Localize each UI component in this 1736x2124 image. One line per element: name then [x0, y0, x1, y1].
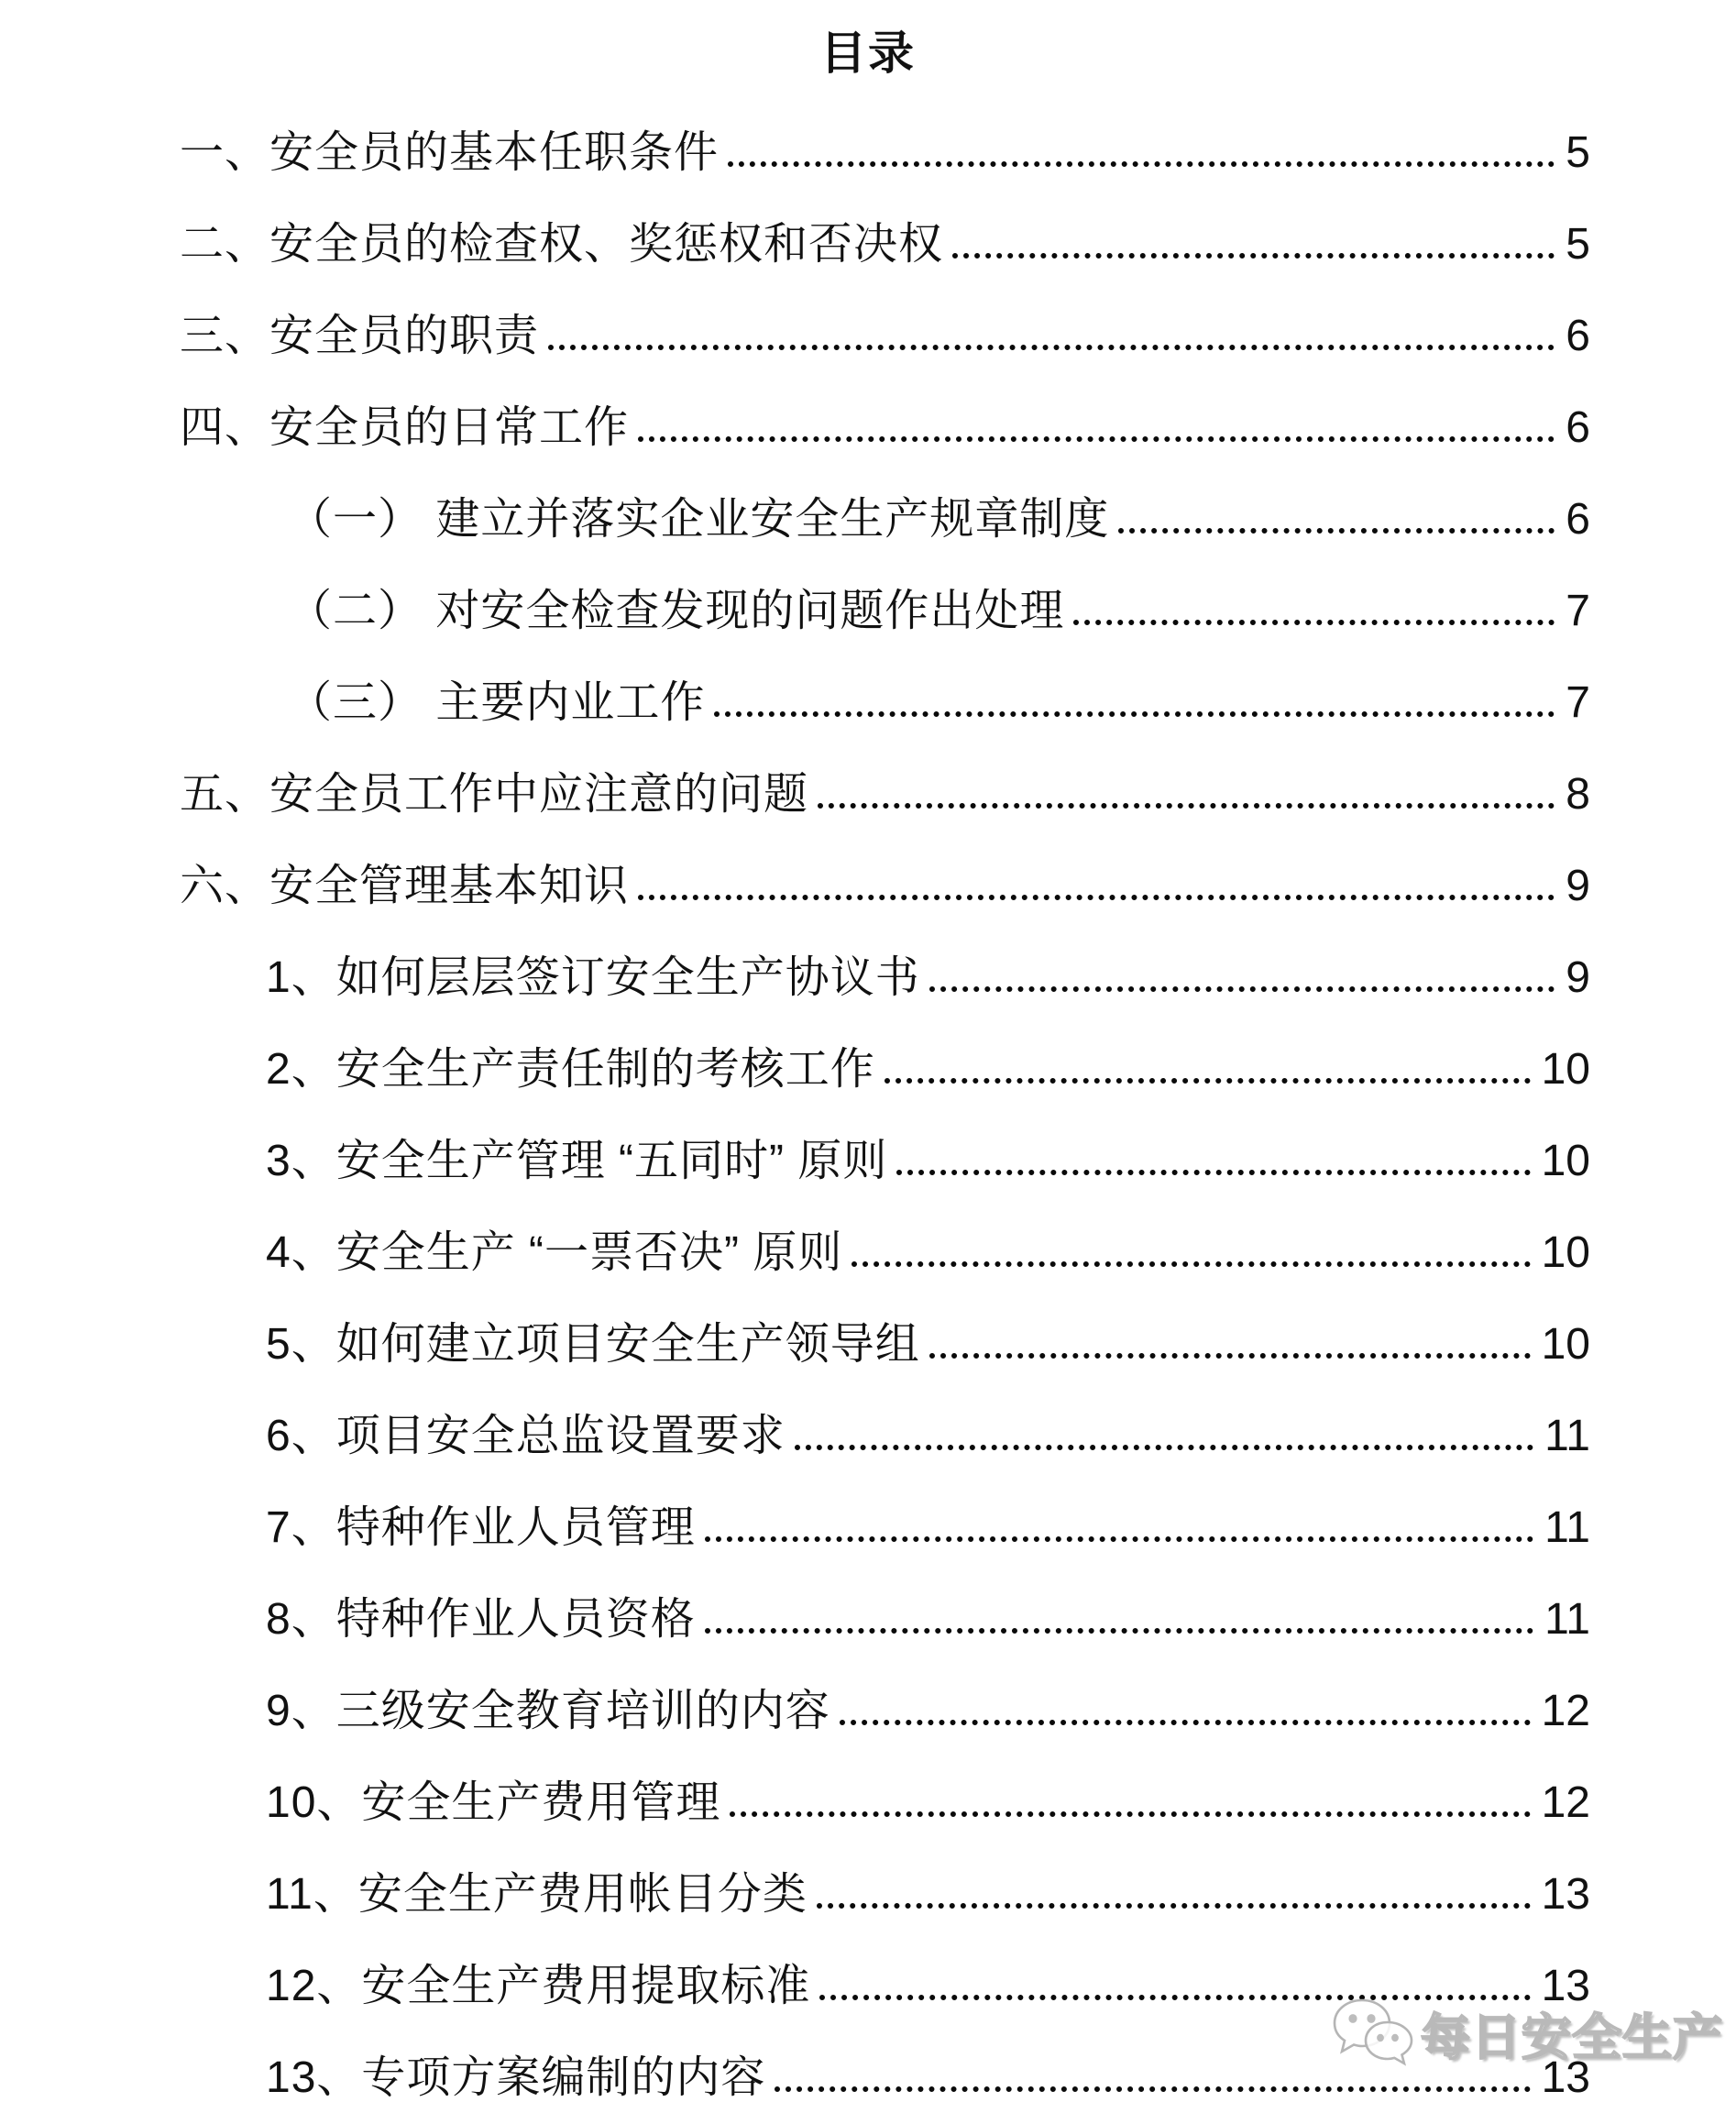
toc-page-number: 5: [1566, 128, 1590, 177]
toc-entry[interactable]: [0, 1757, 1736, 1849]
toc-entry-label: 12、安全生产费用提取标准: [266, 1962, 811, 2010]
toc-dotted-leader: [952, 253, 1555, 259]
toc-dotted-leader: [929, 986, 1555, 992]
toc-dotted-leader: [548, 345, 1555, 350]
toc-entry[interactable]: [0, 1849, 1736, 1941]
toc-entry-label: 四、安全员的日常工作: [180, 403, 630, 452]
toc-entry[interactable]: [0, 382, 1736, 474]
toc-entry[interactable]: [0, 657, 1736, 749]
toc-entry[interactable]: [0, 1941, 1736, 2032]
toc-entry[interactable]: [0, 1024, 1736, 1116]
toc-entry-label: 10、安全生产费用管理: [266, 1778, 721, 1827]
toc-dotted-leader: [1073, 620, 1555, 625]
toc-page-number: 10: [1541, 1228, 1590, 1277]
toc-entry[interactable]: [0, 1391, 1736, 1482]
toc-page-number: 12: [1541, 1687, 1590, 1735]
toc-dotted-leader: [730, 1811, 1530, 1817]
toc-entry[interactable]: [0, 566, 1736, 657]
toc-entry-label: 2、安全生产责任制的考核工作: [266, 1045, 875, 1094]
toc-dotted-leader: [852, 1261, 1530, 1267]
toc-entry-label: （二） 对安全检查发现的问题作出处理: [288, 587, 1065, 635]
toc-page-number: 12: [1541, 1778, 1590, 1827]
toc-dotted-leader: [638, 436, 1555, 442]
toc-entry[interactable]: [0, 474, 1736, 566]
toc-page-number: 10: [1541, 1137, 1590, 1185]
toc-page-number: 13: [1541, 1870, 1590, 1919]
toc-page-number: 11: [1544, 1503, 1590, 1552]
toc-entry[interactable]: [0, 199, 1736, 291]
toc-entry-label: （一） 建立并落实企业安全生产规章制度: [288, 495, 1110, 544]
toc-entry-label: 二、安全员的检查权、奖惩权和否决权: [180, 220, 944, 269]
toc-entry-label: 六、安全管理基本知识: [180, 862, 630, 910]
toc-entry[interactable]: [0, 1207, 1736, 1299]
toc-entry[interactable]: [0, 749, 1736, 841]
toc-entry[interactable]: [0, 1666, 1736, 1757]
toc-entry-label: （三） 主要内业工作: [288, 678, 706, 727]
toc-page-number: 5: [1566, 220, 1590, 269]
toc-entry-label: 3、安全生产管理 “五同时” 原则: [266, 1137, 888, 1185]
toc-dotted-leader: [819, 1995, 1530, 2000]
toc-entry-label: 三、安全员的职责: [180, 312, 540, 360]
toc-page-number: 13: [1541, 1962, 1590, 2010]
toc-entry-label: 一、安全员的基本任职条件: [180, 128, 720, 177]
toc-entry[interactable]: [0, 1482, 1736, 1574]
toc-list: [0, 107, 1736, 2124]
toc-entry-label: 6、项目安全总监设置要求: [266, 1412, 786, 1460]
toc-entry[interactable]: [0, 2032, 1736, 2124]
toc-dotted-leader: [714, 711, 1555, 717]
toc-dotted-leader: [884, 1078, 1531, 1084]
toc-dotted-leader: [817, 1903, 1531, 1909]
toc-dotted-leader: [818, 803, 1555, 809]
toc-entry-label: 11、安全生产费用帐目分类: [266, 1870, 808, 1919]
toc-page-number: 7: [1566, 678, 1590, 727]
toc-entry-label: 7、特种作业人员管理: [266, 1503, 696, 1552]
toc-page-number: 6: [1566, 312, 1590, 360]
toc-entry[interactable]: [0, 1299, 1736, 1391]
toc-entry-label: 4、安全生产 “一票否决” 原则: [266, 1228, 843, 1277]
toc-page-number: 6: [1566, 495, 1590, 544]
toc-page-number: 7: [1566, 587, 1590, 635]
toc-entry[interactable]: [0, 841, 1736, 932]
toc-page-number: 10: [1541, 1320, 1590, 1369]
toc-dotted-leader: [929, 1353, 1531, 1359]
toc-dotted-leader: [775, 2086, 1530, 2092]
toc-page-number: 6: [1566, 403, 1590, 452]
watermark-text: 每日安全生产: [1421, 2009, 1723, 2065]
toc-entry-label: 9、三级安全教育培训的内容: [266, 1687, 830, 1735]
toc-page-number: 10: [1541, 1045, 1590, 1094]
toc-page-number: 13: [1541, 2053, 1590, 2102]
toc-entry-label: 1、如何层层签订安全生产协议书: [266, 953, 920, 1002]
toc-entry-label: 8、特种作业人员资格: [266, 1595, 696, 1644]
toc-dotted-leader: [728, 161, 1555, 167]
toc-entry-label: 5、如何建立项目安全生产领导组: [266, 1320, 920, 1369]
toc-dotted-leader: [705, 1628, 1533, 1634]
toc-dotted-leader: [1118, 528, 1555, 534]
toc-page-number: 11: [1544, 1412, 1590, 1460]
toc-dotted-leader: [795, 1445, 1533, 1450]
toc-dotted-leader: [638, 895, 1555, 900]
toc-page-number: 11: [1544, 1595, 1590, 1644]
toc-entry[interactable]: [0, 1116, 1736, 1207]
page-title: 目录: [820, 28, 916, 79]
toc-entry-label: 13、专项方案编制的内容: [266, 2053, 766, 2102]
toc-page-number: 9: [1566, 953, 1590, 1002]
toc-entry[interactable]: [0, 291, 1736, 382]
toc-entry[interactable]: [0, 107, 1736, 199]
toc-dotted-leader: [896, 1170, 1530, 1175]
toc-entry-label: 五、安全员工作中应注意的问题: [180, 770, 809, 819]
toc-entry[interactable]: [0, 1574, 1736, 1666]
toc-page-number: 8: [1566, 770, 1590, 819]
toc-entry[interactable]: [0, 932, 1736, 1024]
toc-page-number: 9: [1566, 862, 1590, 910]
toc-dotted-leader: [840, 1720, 1531, 1725]
toc-dotted-leader: [705, 1536, 1533, 1542]
